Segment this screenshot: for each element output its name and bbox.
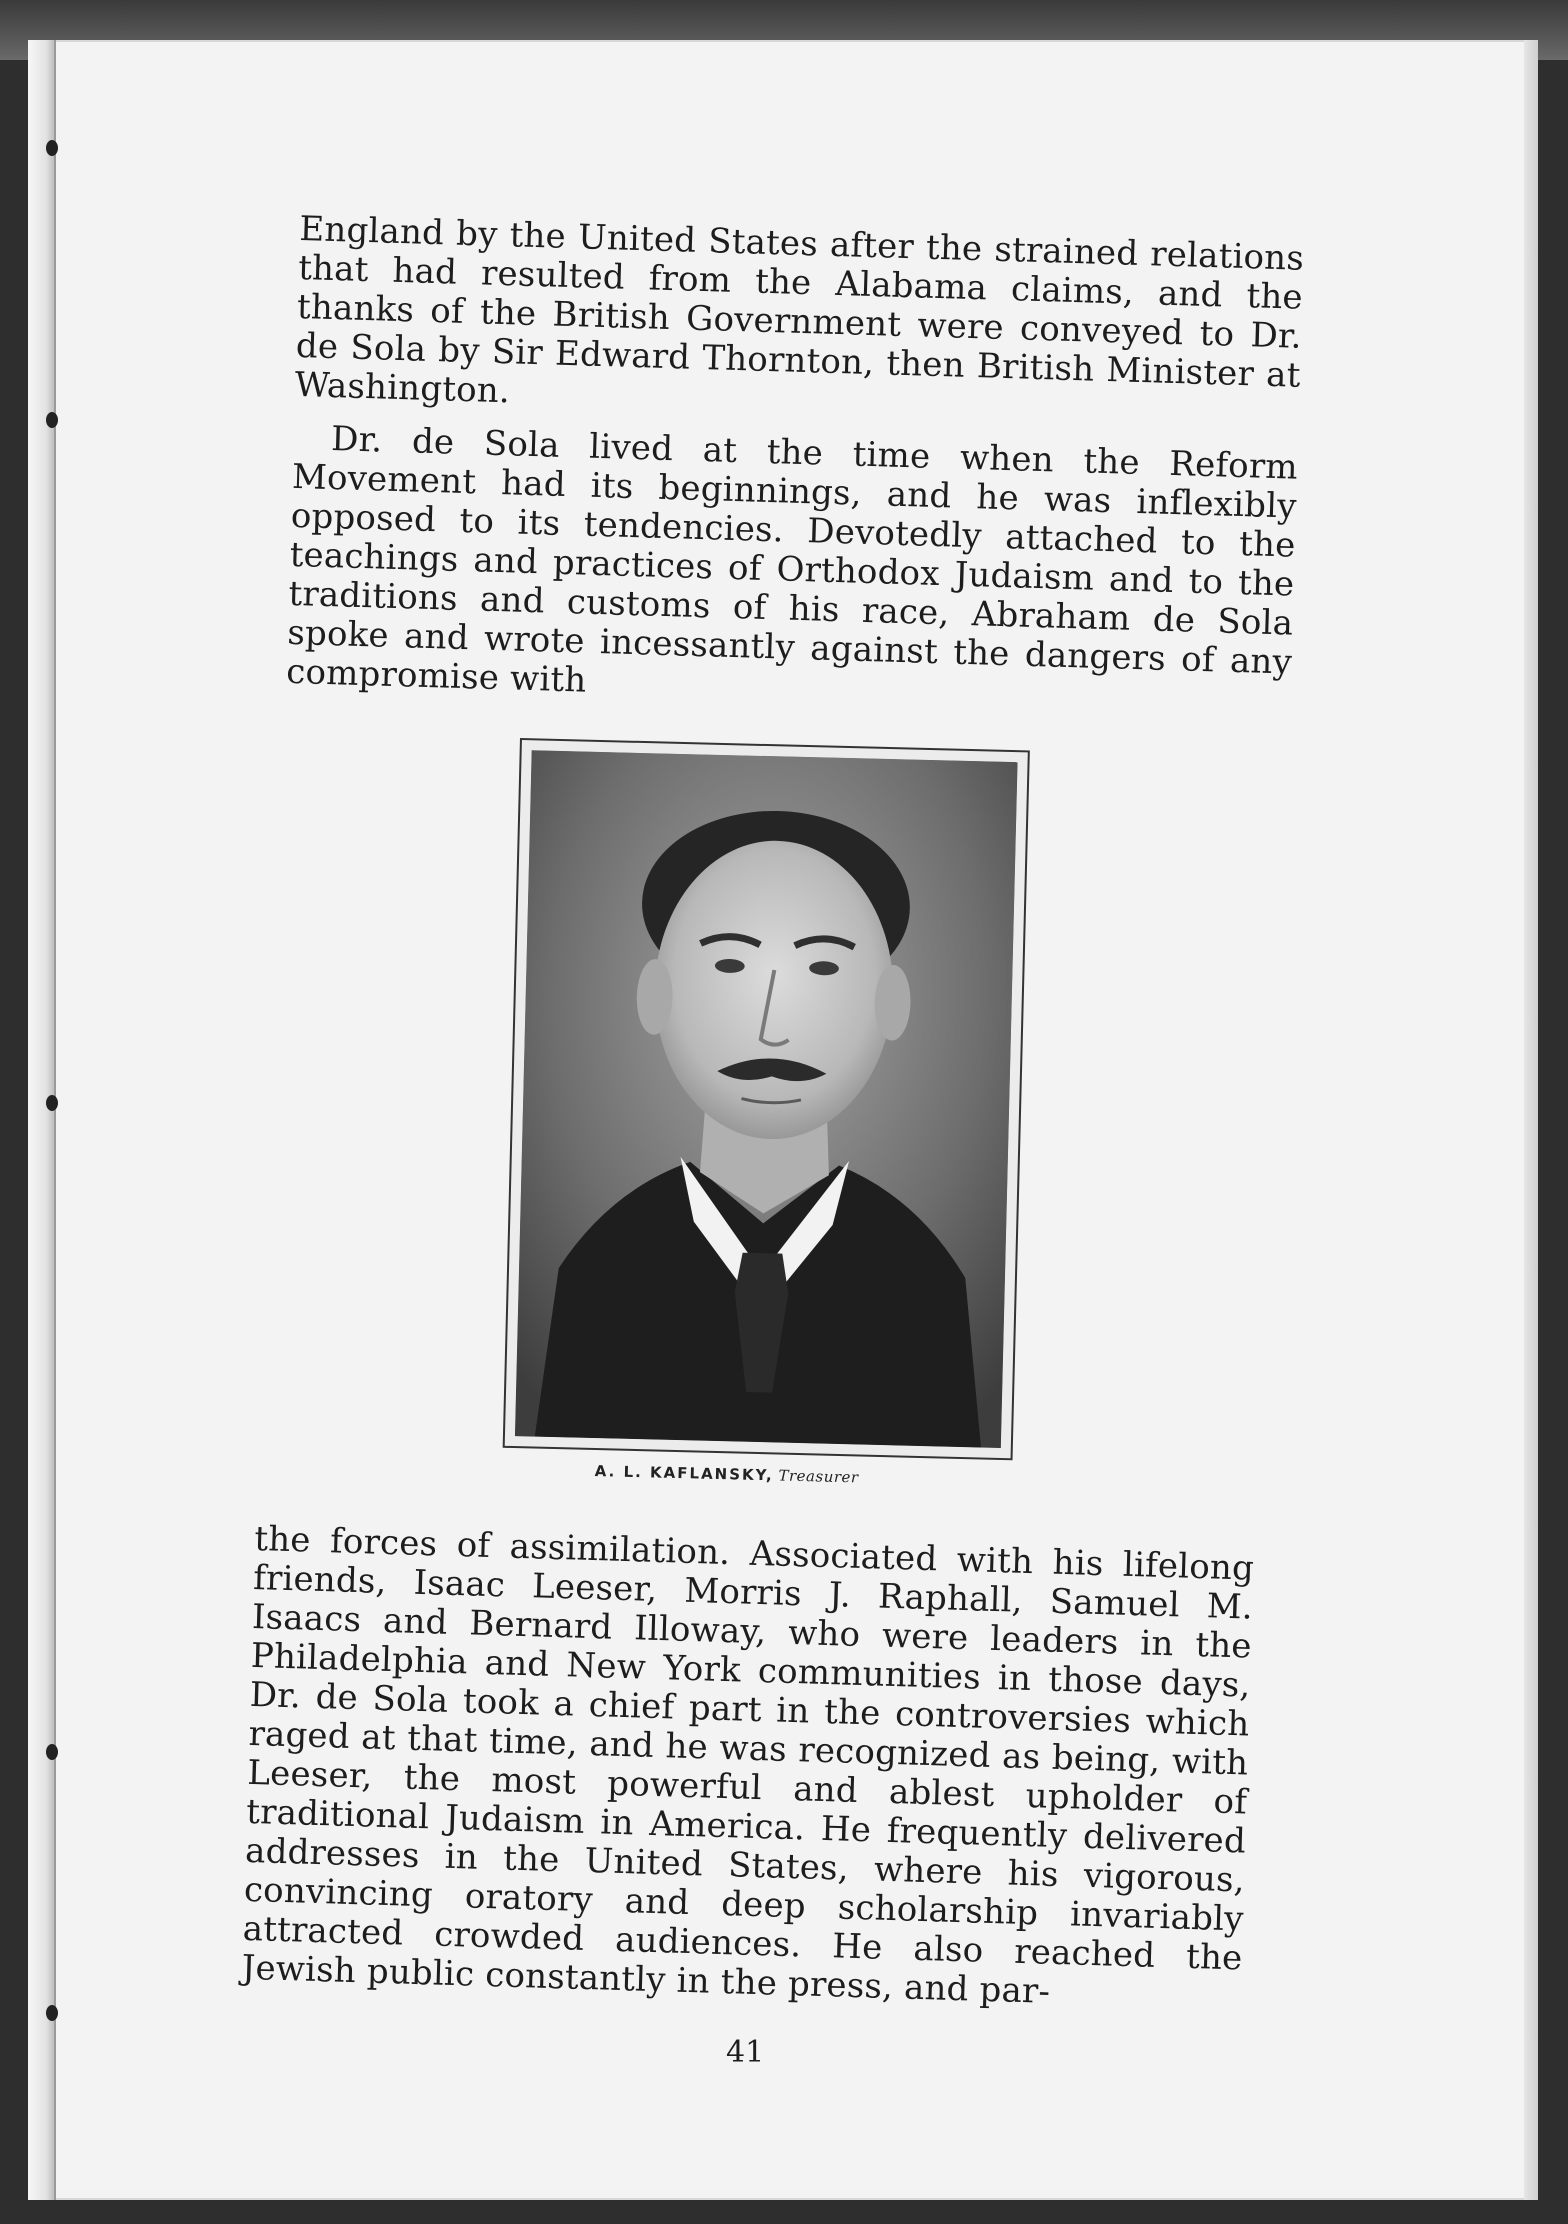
- paragraph-assimilation: the forces of assimilation. Associated with his lifelong friends, Isaac Leeser, Morris J. Raphall, Samuel M. Isaacs and Bernard Illoway, who were leaders in the Philadelphia and New York communities in those days, Dr. de Sola took a chief part in the controversies which raged at that time, and he was recognized as being, with Leeser, the most powerful and ablest upholder of traditional Judaism in America. He frequently delivered addresses in the United States, where his vigorous, convincing oratory and deep scholarship invariably attracted crowded audiences. He also reached the Jewish public constantly in the press, and par-: [241, 1519, 1255, 2012]
- caption-role: Treasurer: [778, 1466, 859, 1487]
- paragraph-continuation: England by the United States after the strained relations that had resulted from the Alabama claims, and the thanks of the British Government were conveyed to Dr. de Sola by Sir Edward Thornton, then British Minister at Washington.: [294, 209, 1305, 412]
- portrait-photo: [515, 750, 1018, 1448]
- binding-stitch: [46, 2005, 58, 2021]
- binding-stitch: [46, 140, 58, 156]
- portrait-illustration: [515, 750, 1018, 1448]
- page-number: 41: [726, 2035, 765, 2070]
- bottom-text-block: [241, 1520, 1254, 2017]
- portrait-frame: [503, 738, 1030, 1460]
- binding-stitch: [46, 1744, 58, 1760]
- caption-name: A. L. KAFLANSKY,: [594, 1462, 774, 1485]
- binding-stitch: [46, 412, 58, 428]
- page-binding: [28, 40, 56, 2200]
- top-text-block: [286, 210, 1305, 722]
- binding-stitch: [46, 1095, 58, 1111]
- page-edge: [1524, 40, 1538, 2200]
- paragraph-reform-movement: Dr. de Sola lived at the time when the Reform Movement had its beginnings, and he was inflexibly opposed to its tendencies. Devotedly attached to the teachings and practices of Orthodox Judaism and to the traditions and customs of his race, Abraham de Sola spoke and wrote incessantly against the dangers of any compromise with: [285, 419, 1299, 701]
